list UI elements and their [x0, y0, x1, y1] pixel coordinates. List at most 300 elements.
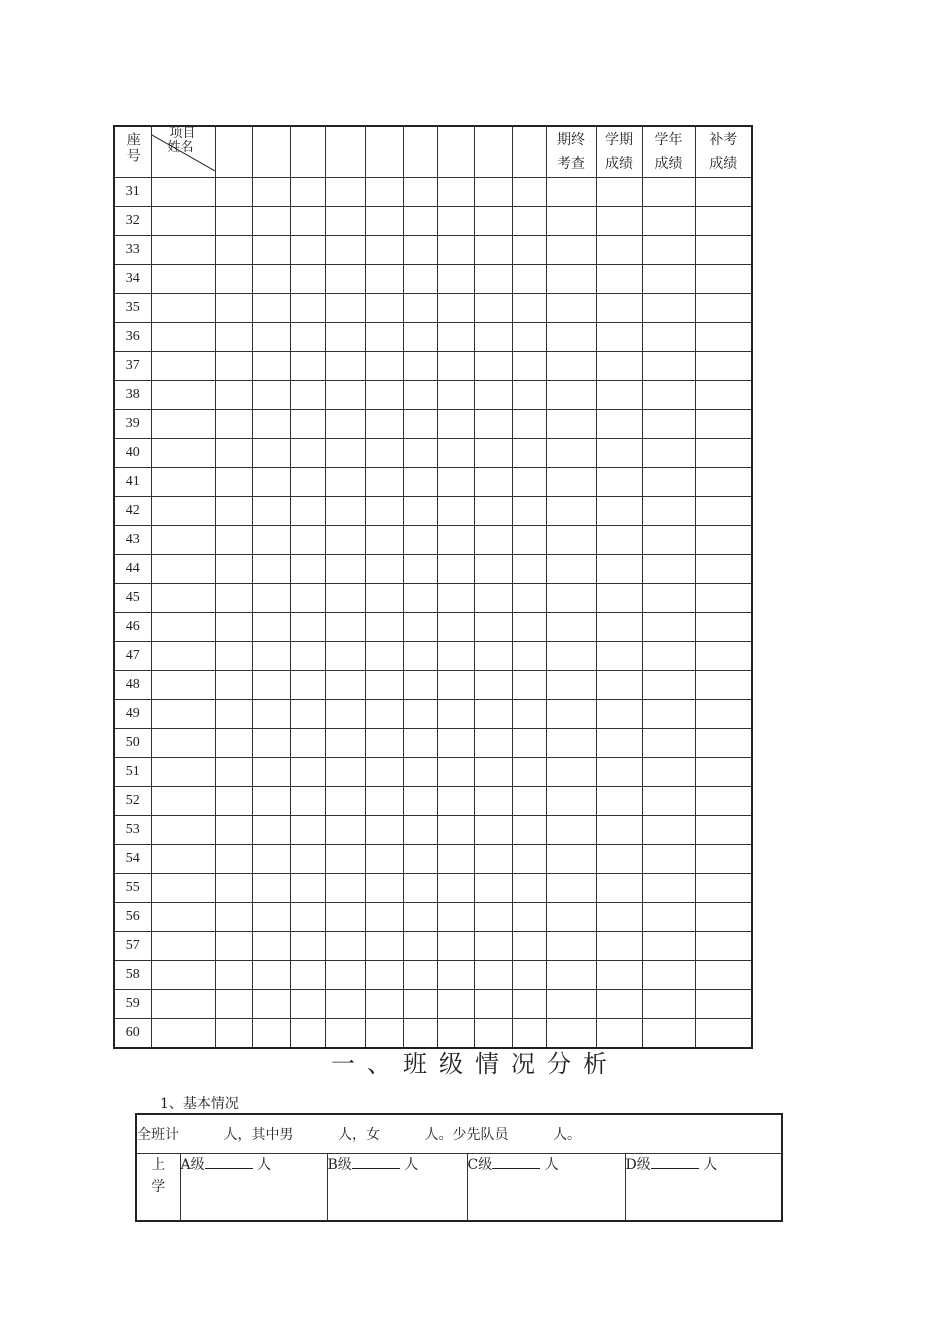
- score-cell[interactable]: [365, 236, 403, 265]
- score-cell[interactable]: [474, 961, 512, 990]
- score-cell[interactable]: [290, 758, 325, 787]
- score-cell[interactable]: [365, 990, 403, 1019]
- score-cell[interactable]: [437, 178, 474, 207]
- score-cell[interactable]: [546, 323, 596, 352]
- score-cell[interactable]: [290, 845, 325, 874]
- score-cell[interactable]: [474, 526, 512, 555]
- score-cell[interactable]: [695, 816, 752, 845]
- score-cell[interactable]: [695, 497, 752, 526]
- score-cell[interactable]: [474, 787, 512, 816]
- score-cell[interactable]: [403, 178, 437, 207]
- score-cell[interactable]: [642, 990, 695, 1019]
- score-cell[interactable]: [215, 439, 252, 468]
- score-cell[interactable]: [290, 874, 325, 903]
- score-cell[interactable]: [546, 236, 596, 265]
- score-cell[interactable]: [596, 671, 642, 700]
- score-cell[interactable]: [512, 207, 546, 236]
- score-cell[interactable]: [403, 845, 437, 874]
- score-cell[interactable]: [252, 700, 290, 729]
- score-cell[interactable]: [512, 932, 546, 961]
- score-cell[interactable]: [325, 816, 365, 845]
- score-cell[interactable]: [403, 410, 437, 439]
- score-cell[interactable]: [365, 961, 403, 990]
- score-cell[interactable]: [474, 439, 512, 468]
- score-cell[interactable]: [474, 555, 512, 584]
- score-cell[interactable]: [596, 410, 642, 439]
- score-cell[interactable]: [215, 236, 252, 265]
- score-cell[interactable]: [290, 236, 325, 265]
- score-cell[interactable]: [642, 903, 695, 932]
- score-cell[interactable]: [365, 497, 403, 526]
- score-cell[interactable]: [403, 236, 437, 265]
- score-cell[interactable]: [437, 932, 474, 961]
- score-cell[interactable]: [512, 729, 546, 758]
- score-cell[interactable]: [695, 729, 752, 758]
- score-cell[interactable]: [403, 874, 437, 903]
- score-cell[interactable]: [290, 468, 325, 497]
- score-cell[interactable]: [596, 207, 642, 236]
- score-cell[interactable]: [474, 903, 512, 932]
- score-cell[interactable]: [546, 207, 596, 236]
- score-cell[interactable]: [512, 584, 546, 613]
- score-cell[interactable]: [290, 787, 325, 816]
- score-cell[interactable]: [325, 990, 365, 1019]
- score-cell[interactable]: [546, 671, 596, 700]
- score-cell[interactable]: [546, 439, 596, 468]
- score-cell[interactable]: [325, 294, 365, 323]
- score-cell[interactable]: [403, 816, 437, 845]
- score-cell[interactable]: [474, 352, 512, 381]
- score-cell[interactable]: [695, 845, 752, 874]
- score-cell[interactable]: [215, 787, 252, 816]
- score-cell[interactable]: [215, 903, 252, 932]
- score-cell[interactable]: [325, 236, 365, 265]
- score-cell[interactable]: [325, 381, 365, 410]
- student-name-cell[interactable]: [151, 207, 215, 236]
- score-cell[interactable]: [596, 903, 642, 932]
- score-cell[interactable]: [437, 381, 474, 410]
- score-cell[interactable]: [596, 700, 642, 729]
- score-cell[interactable]: [325, 526, 365, 555]
- score-cell[interactable]: [695, 410, 752, 439]
- score-cell[interactable]: [642, 178, 695, 207]
- score-cell[interactable]: [642, 758, 695, 787]
- score-cell[interactable]: [512, 787, 546, 816]
- score-cell[interactable]: [290, 265, 325, 294]
- score-cell[interactable]: [403, 265, 437, 294]
- score-cell[interactable]: [596, 961, 642, 990]
- score-cell[interactable]: [642, 613, 695, 642]
- score-cell[interactable]: [215, 352, 252, 381]
- score-cell[interactable]: [365, 787, 403, 816]
- score-cell[interactable]: [512, 816, 546, 845]
- score-cell[interactable]: [403, 642, 437, 671]
- score-cell[interactable]: [596, 381, 642, 410]
- score-cell[interactable]: [403, 787, 437, 816]
- score-cell[interactable]: [290, 961, 325, 990]
- score-cell[interactable]: [325, 903, 365, 932]
- score-cell[interactable]: [325, 468, 365, 497]
- score-cell[interactable]: [642, 961, 695, 990]
- score-cell[interactable]: [596, 555, 642, 584]
- score-cell[interactable]: [290, 584, 325, 613]
- student-name-cell[interactable]: [151, 903, 215, 932]
- score-cell[interactable]: [512, 410, 546, 439]
- score-cell[interactable]: [403, 729, 437, 758]
- score-cell[interactable]: [474, 874, 512, 903]
- score-cell[interactable]: [546, 352, 596, 381]
- score-cell[interactable]: [403, 352, 437, 381]
- score-cell[interactable]: [437, 787, 474, 816]
- score-cell[interactable]: [365, 439, 403, 468]
- score-cell[interactable]: [290, 816, 325, 845]
- score-cell[interactable]: [365, 700, 403, 729]
- score-cell[interactable]: [325, 584, 365, 613]
- score-cell[interactable]: [215, 990, 252, 1019]
- score-cell[interactable]: [474, 642, 512, 671]
- score-cell[interactable]: [596, 932, 642, 961]
- score-cell[interactable]: [365, 816, 403, 845]
- score-cell[interactable]: [642, 439, 695, 468]
- score-cell[interactable]: [642, 497, 695, 526]
- score-cell[interactable]: [252, 932, 290, 961]
- score-cell[interactable]: [546, 961, 596, 990]
- score-cell[interactable]: [546, 874, 596, 903]
- score-cell[interactable]: [365, 555, 403, 584]
- score-cell[interactable]: [325, 758, 365, 787]
- score-cell[interactable]: [546, 265, 596, 294]
- score-cell[interactable]: [252, 410, 290, 439]
- score-cell[interactable]: [252, 468, 290, 497]
- score-cell[interactable]: [546, 729, 596, 758]
- score-cell[interactable]: [596, 323, 642, 352]
- score-cell[interactable]: [512, 294, 546, 323]
- student-name-cell[interactable]: [151, 265, 215, 294]
- score-cell[interactable]: [512, 555, 546, 584]
- score-cell[interactable]: [695, 903, 752, 932]
- score-cell[interactable]: [474, 468, 512, 497]
- score-cell[interactable]: [546, 526, 596, 555]
- score-cell[interactable]: [290, 352, 325, 381]
- student-name-cell[interactable]: [151, 410, 215, 439]
- score-cell[interactable]: [365, 207, 403, 236]
- score-cell[interactable]: [596, 584, 642, 613]
- score-cell[interactable]: [252, 642, 290, 671]
- score-cell[interactable]: [290, 613, 325, 642]
- score-cell[interactable]: [252, 874, 290, 903]
- score-cell[interactable]: [546, 584, 596, 613]
- score-cell[interactable]: [512, 381, 546, 410]
- score-cell[interactable]: [546, 381, 596, 410]
- score-cell[interactable]: [437, 323, 474, 352]
- score-cell[interactable]: [365, 381, 403, 410]
- score-cell[interactable]: [215, 555, 252, 584]
- score-cell[interactable]: [215, 178, 252, 207]
- student-name-cell[interactable]: [151, 555, 215, 584]
- score-cell[interactable]: [325, 787, 365, 816]
- score-cell[interactable]: [403, 758, 437, 787]
- score-cell[interactable]: [252, 381, 290, 410]
- score-cell[interactable]: [695, 700, 752, 729]
- score-cell[interactable]: [512, 613, 546, 642]
- score-cell[interactable]: [474, 178, 512, 207]
- score-cell[interactable]: [252, 816, 290, 845]
- score-cell[interactable]: [215, 468, 252, 497]
- score-cell[interactable]: [546, 845, 596, 874]
- score-cell[interactable]: [325, 323, 365, 352]
- score-cell[interactable]: [403, 468, 437, 497]
- score-cell[interactable]: [512, 700, 546, 729]
- score-cell[interactable]: [596, 874, 642, 903]
- score-cell[interactable]: [325, 729, 365, 758]
- score-cell[interactable]: [596, 352, 642, 381]
- score-cell[interactable]: [695, 439, 752, 468]
- score-cell[interactable]: [252, 584, 290, 613]
- score-cell[interactable]: [695, 323, 752, 352]
- score-cell[interactable]: [546, 932, 596, 961]
- level-c-blank[interactable]: [492, 1156, 540, 1169]
- score-cell[interactable]: [642, 323, 695, 352]
- score-cell[interactable]: [403, 671, 437, 700]
- score-cell[interactable]: [642, 642, 695, 671]
- score-cell[interactable]: [642, 294, 695, 323]
- score-cell[interactable]: [365, 903, 403, 932]
- score-cell[interactable]: [325, 265, 365, 294]
- score-cell[interactable]: [403, 526, 437, 555]
- score-cell[interactable]: [290, 439, 325, 468]
- score-cell[interactable]: [596, 787, 642, 816]
- score-cell[interactable]: [596, 816, 642, 845]
- score-cell[interactable]: [642, 729, 695, 758]
- score-cell[interactable]: [546, 990, 596, 1019]
- score-cell[interactable]: [695, 352, 752, 381]
- score-cell[interactable]: [512, 845, 546, 874]
- score-cell[interactable]: [695, 613, 752, 642]
- score-cell[interactable]: [474, 323, 512, 352]
- score-cell[interactable]: [596, 439, 642, 468]
- score-cell[interactable]: [512, 497, 546, 526]
- score-cell[interactable]: [215, 642, 252, 671]
- level-a-blank[interactable]: [205, 1156, 253, 1169]
- score-cell[interactable]: [596, 468, 642, 497]
- score-cell[interactable]: [437, 613, 474, 642]
- student-name-cell[interactable]: [151, 526, 215, 555]
- score-cell[interactable]: [290, 932, 325, 961]
- score-cell[interactable]: [474, 410, 512, 439]
- score-cell[interactable]: [365, 265, 403, 294]
- score-cell[interactable]: [215, 584, 252, 613]
- score-cell[interactable]: [642, 468, 695, 497]
- score-cell[interactable]: [365, 845, 403, 874]
- score-cell[interactable]: [642, 584, 695, 613]
- score-cell[interactable]: [695, 642, 752, 671]
- student-name-cell[interactable]: [151, 816, 215, 845]
- score-cell[interactable]: [642, 845, 695, 874]
- score-cell[interactable]: [215, 410, 252, 439]
- score-cell[interactable]: [365, 729, 403, 758]
- score-cell[interactable]: [512, 874, 546, 903]
- score-cell[interactable]: [437, 294, 474, 323]
- score-cell[interactable]: [403, 294, 437, 323]
- score-cell[interactable]: [403, 584, 437, 613]
- score-cell[interactable]: [695, 236, 752, 265]
- score-cell[interactable]: [403, 613, 437, 642]
- score-cell[interactable]: [365, 294, 403, 323]
- score-cell[interactable]: [695, 294, 752, 323]
- score-cell[interactable]: [365, 468, 403, 497]
- score-cell[interactable]: [252, 613, 290, 642]
- score-cell[interactable]: [325, 352, 365, 381]
- score-cell[interactable]: [437, 265, 474, 294]
- student-name-cell[interactable]: [151, 236, 215, 265]
- score-cell[interactable]: [695, 932, 752, 961]
- student-name-cell[interactable]: [151, 323, 215, 352]
- score-cell[interactable]: [546, 410, 596, 439]
- score-cell[interactable]: [474, 932, 512, 961]
- score-cell[interactable]: [546, 903, 596, 932]
- score-cell[interactable]: [642, 932, 695, 961]
- score-cell[interactable]: [252, 671, 290, 700]
- score-cell[interactable]: [437, 555, 474, 584]
- score-cell[interactable]: [512, 903, 546, 932]
- score-cell[interactable]: [252, 178, 290, 207]
- score-cell[interactable]: [252, 990, 290, 1019]
- score-cell[interactable]: [325, 961, 365, 990]
- student-name-cell[interactable]: [151, 729, 215, 758]
- score-cell[interactable]: [365, 671, 403, 700]
- score-cell[interactable]: [325, 700, 365, 729]
- score-cell[interactable]: [365, 352, 403, 381]
- score-cell[interactable]: [325, 932, 365, 961]
- score-cell[interactable]: [215, 816, 252, 845]
- score-cell[interactable]: [252, 903, 290, 932]
- score-cell[interactable]: [325, 671, 365, 700]
- score-cell[interactable]: [642, 410, 695, 439]
- score-cell[interactable]: [546, 294, 596, 323]
- score-cell[interactable]: [695, 207, 752, 236]
- score-cell[interactable]: [546, 758, 596, 787]
- student-name-cell[interactable]: [151, 497, 215, 526]
- score-cell[interactable]: [215, 758, 252, 787]
- score-cell[interactable]: [642, 874, 695, 903]
- student-name-cell[interactable]: [151, 381, 215, 410]
- score-cell[interactable]: [512, 758, 546, 787]
- score-cell[interactable]: [252, 207, 290, 236]
- score-cell[interactable]: [546, 555, 596, 584]
- student-name-cell[interactable]: [151, 932, 215, 961]
- score-cell[interactable]: [325, 497, 365, 526]
- score-cell[interactable]: [695, 526, 752, 555]
- score-cell[interactable]: [290, 526, 325, 555]
- score-cell[interactable]: [437, 845, 474, 874]
- score-cell[interactable]: [215, 497, 252, 526]
- score-cell[interactable]: [695, 961, 752, 990]
- score-cell[interactable]: [215, 294, 252, 323]
- score-cell[interactable]: [512, 352, 546, 381]
- score-cell[interactable]: [512, 265, 546, 294]
- score-cell[interactable]: [437, 207, 474, 236]
- score-cell[interactable]: [596, 178, 642, 207]
- student-name-cell[interactable]: [151, 787, 215, 816]
- student-name-cell[interactable]: [151, 990, 215, 1019]
- score-cell[interactable]: [695, 178, 752, 207]
- score-cell[interactable]: [546, 178, 596, 207]
- score-cell[interactable]: [365, 613, 403, 642]
- score-cell[interactable]: [215, 323, 252, 352]
- score-cell[interactable]: [474, 265, 512, 294]
- score-cell[interactable]: [325, 439, 365, 468]
- student-name-cell[interactable]: [151, 758, 215, 787]
- score-cell[interactable]: [403, 323, 437, 352]
- score-cell[interactable]: [512, 990, 546, 1019]
- score-cell[interactable]: [474, 294, 512, 323]
- score-cell[interactable]: [290, 294, 325, 323]
- score-cell[interactable]: [596, 990, 642, 1019]
- score-cell[interactable]: [596, 294, 642, 323]
- score-cell[interactable]: [512, 671, 546, 700]
- score-cell[interactable]: [695, 584, 752, 613]
- score-cell[interactable]: [290, 381, 325, 410]
- score-cell[interactable]: [642, 352, 695, 381]
- score-cell[interactable]: [695, 671, 752, 700]
- score-cell[interactable]: [474, 236, 512, 265]
- score-cell[interactable]: [215, 671, 252, 700]
- score-cell[interactable]: [403, 990, 437, 1019]
- score-cell[interactable]: [512, 323, 546, 352]
- score-cell[interactable]: [325, 874, 365, 903]
- score-cell[interactable]: [215, 874, 252, 903]
- student-name-cell[interactable]: [151, 671, 215, 700]
- score-cell[interactable]: [512, 526, 546, 555]
- score-cell[interactable]: [325, 613, 365, 642]
- score-cell[interactable]: [546, 642, 596, 671]
- score-cell[interactable]: [437, 700, 474, 729]
- score-cell[interactable]: [596, 613, 642, 642]
- score-cell[interactable]: [403, 207, 437, 236]
- score-cell[interactable]: [252, 729, 290, 758]
- score-cell[interactable]: [642, 555, 695, 584]
- score-cell[interactable]: [403, 700, 437, 729]
- score-cell[interactable]: [695, 265, 752, 294]
- score-cell[interactable]: [474, 990, 512, 1019]
- score-cell[interactable]: [437, 584, 474, 613]
- score-cell[interactable]: [252, 497, 290, 526]
- score-cell[interactable]: [437, 671, 474, 700]
- score-cell[interactable]: [596, 845, 642, 874]
- student-name-cell[interactable]: [151, 613, 215, 642]
- score-cell[interactable]: [252, 265, 290, 294]
- score-cell[interactable]: [290, 729, 325, 758]
- score-cell[interactable]: [596, 642, 642, 671]
- score-cell[interactable]: [403, 903, 437, 932]
- score-cell[interactable]: [596, 236, 642, 265]
- score-cell[interactable]: [642, 526, 695, 555]
- score-cell[interactable]: [290, 671, 325, 700]
- score-cell[interactable]: [474, 671, 512, 700]
- score-cell[interactable]: [290, 990, 325, 1019]
- score-cell[interactable]: [596, 526, 642, 555]
- student-name-cell[interactable]: [151, 468, 215, 497]
- score-cell[interactable]: [642, 236, 695, 265]
- score-cell[interactable]: [474, 845, 512, 874]
- score-cell[interactable]: [596, 497, 642, 526]
- score-cell[interactable]: [365, 758, 403, 787]
- student-name-cell[interactable]: [151, 874, 215, 903]
- score-cell[interactable]: [512, 439, 546, 468]
- score-cell[interactable]: [437, 816, 474, 845]
- score-cell[interactable]: [437, 990, 474, 1019]
- score-cell[interactable]: [290, 700, 325, 729]
